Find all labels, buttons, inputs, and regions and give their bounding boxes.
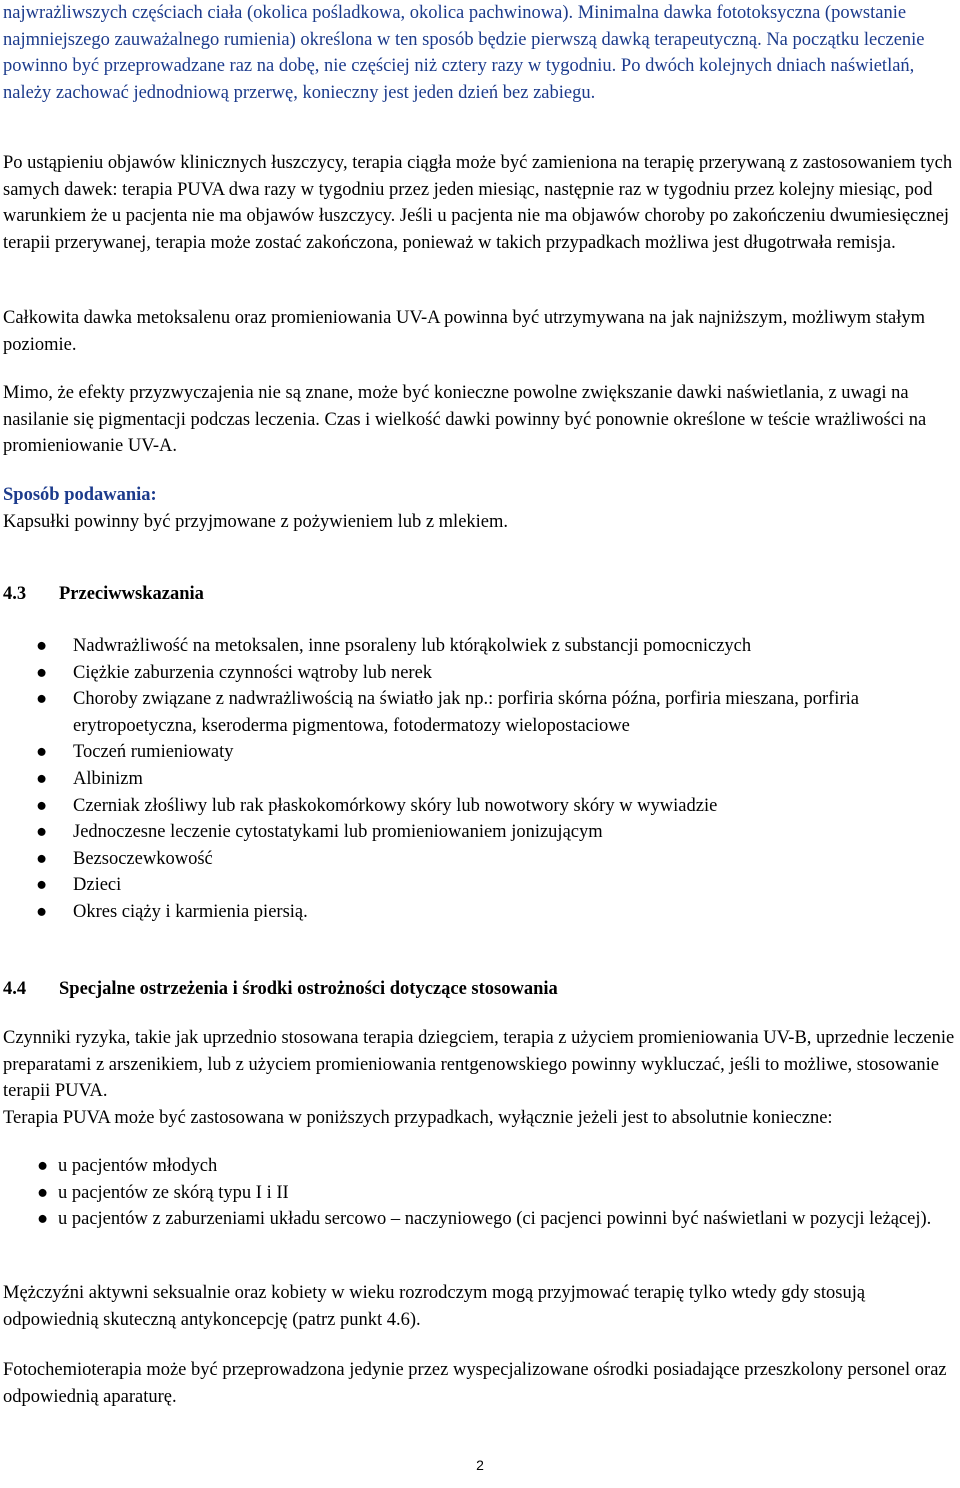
list-item: ● Nadwrażliwość na metoksalen, inne psoraleny lub którąkolwiek z substancji pomocniczych: [0, 633, 956, 660]
paragraph-total-dose: Całkowita dawka metoksalenu oraz promieniowania UV-A powinna być utrzymywana na jak najniższym, możliwym stałym poziomie.: [3, 308, 926, 355]
list-item: ● Czerniak złośliwy lub rak płaskokomórkowy skóry lub nowotwory skóry w wywiadzie: [0, 793, 956, 820]
bullet-icon: ●: [36, 689, 48, 710]
list-item: ● u pacjentów młodych: [0, 1153, 956, 1180]
section-heading-4-3: [3, 581, 204, 607]
list-item: ● u pacjentów z zaburzeniami układu sercowo – naczyniowego (ci pacjenci powinni być naświetlani w pozycji leżącej).: [0, 1206, 956, 1233]
section-number: 4.3: [3, 584, 27, 604]
bullet-icon: ●: [37, 1182, 49, 1203]
only-if-necessary-text: Terapia PUVA może być zastosowana w poniższych przypadkach, wyłącznie jeżeli jest to absolutnie konieczne:: [3, 1107, 833, 1128]
paragraph-intermittent-therapy: Po ustąpieniu objawów klinicznych łuszczycy, terapia ciągła może być zamieniona na terapię przerywaną z zastosowaniem tych samych dawek: terapia PUVA dwa razy w tygodniu przez jeden miesiąc, następnie raz w tygodniu przez kolejny miesiąc, pod warunkiem że u pacjenta nie ma objawów łuszczycy. Jeśli u pacjenta nie ma objawów choroby po zakończeniu dwumiesięcznej terapii przerywanej, terapia może zostać zakończona, ponieważ w takich przypadkach możliwa jest długotrwała remisja.: [3, 153, 953, 253]
paragraph-contraception: Mężczyźni aktywni seksualnie oraz kobiety w wieku rozrodczym mogą przyjmować terapię tylko wtedy gdy stosują odpowiednią skuteczną antykoncepcję (patrz punkt 4.6).: [3, 1283, 866, 1330]
bullet-icon: ●: [36, 822, 48, 843]
page-number: 2: [476, 1457, 484, 1473]
bullet-icon: ●: [36, 662, 48, 683]
contraindications-list: [0, 633, 956, 926]
bullet-icon: ●: [36, 768, 48, 789]
section-number: 4.4: [3, 979, 27, 999]
list-item: ● Bezsoczewkowość: [0, 846, 956, 873]
bullet-icon: ●: [36, 636, 48, 656]
paragraph-risk-factors: [3, 1025, 956, 1131]
section-title: Specjalne ostrzeżenia i środki ostrożności dotyczące stosowania: [59, 979, 558, 999]
paragraph-specialized-centers: Fotochemioterapia może być przeprowadzona jedynie przez wyspecjalizowane ośrodki posiadające przeszkolony personel oraz odpowiednią aparaturę.: [3, 1360, 947, 1407]
intro-paragraph: [3, 0, 956, 106]
bullet-icon: ●: [37, 1209, 49, 1230]
administration-label: Sposób podawania:: [3, 485, 157, 505]
section-heading-4-4: [3, 976, 558, 1002]
list-item: ● Ciężkie zaburzenia czynności wątroby lub nerek: [0, 660, 956, 687]
administration-text: Kapsułki powinny być przyjmowane z pożywieniem lub z mlekiem.: [3, 511, 509, 532]
bullet-icon: ●: [36, 795, 48, 816]
section-title: Przeciwwskazania: [59, 584, 204, 604]
special-cases-list: [0, 1153, 956, 1233]
bullet-icon: ●: [37, 1156, 49, 1176]
list-item: ● Jednoczesne leczenie cytostatykami lub promieniowaniem jonizującym: [0, 819, 956, 846]
intro-text: najwrażliwszych częściach ciała (okolica pośladkowa, okolica pachwinowa). Minimalna dawka fototoksyczna (powstanie najmniejszego zauważalnego rumienia) określona w ten sposób będzie pierwszą dawką terapeutyczną. Na początku leczenie powinno być przeprowadzane raz na dobę, nie częściej niż cztery razy w tygodniu. Po dwóch kolejnych dniach naświetlań, należy zachować jednodniową przerwę, konieczny jest jeden dzień bez zabiegu.: [3, 3, 925, 103]
bullet-icon: ●: [36, 875, 48, 896]
list-item: ● Okres ciąży i karmienia piersią.: [0, 899, 956, 926]
bullet-icon: ●: [36, 848, 48, 869]
list-item: ● Albinizm: [0, 766, 956, 793]
list-item: ● Choroby związane z nadwrażliwością na światło jak np.: porfiria skórna późna, porfiria mieszana, porfiria erytropoetyczna, kseroderma pigmentowa, fotodermatozy wielopostaciowe: [0, 686, 956, 739]
paragraph-habituation: Mimo, że efekty przyzwyczajenia nie są znane, może być konieczne powolne zwiększanie dawki naświetlania, z uwagi na nasilanie się pigmentacji podczas leczenia. Czas i wielkość dawki powinny być ponownie określone w teście wrażliwości na promieniowanie UV-A.: [3, 383, 927, 457]
list-item: ● u pacjentów ze skórą typu I i II: [0, 1180, 956, 1207]
risk-factors-text: Czynniki ryzyka, takie jak uprzednio stosowana terapia dziegciem, terapia z użyciem promieniowania UV-B, uprzednie leczenie preparatami z arszenikiem, lub z użyciem promieniowania rentgenowskiego powinny wykluczać, jeśli to możliwe, stosowanie terapii PUVA.: [3, 1028, 955, 1102]
bullet-icon: ●: [36, 901, 48, 922]
administration-block: [3, 482, 956, 535]
bullet-icon: ●: [36, 742, 48, 763]
list-item: ● Dzieci: [0, 872, 956, 899]
list-item: ● Toczeń rumieniowaty: [0, 739, 956, 766]
